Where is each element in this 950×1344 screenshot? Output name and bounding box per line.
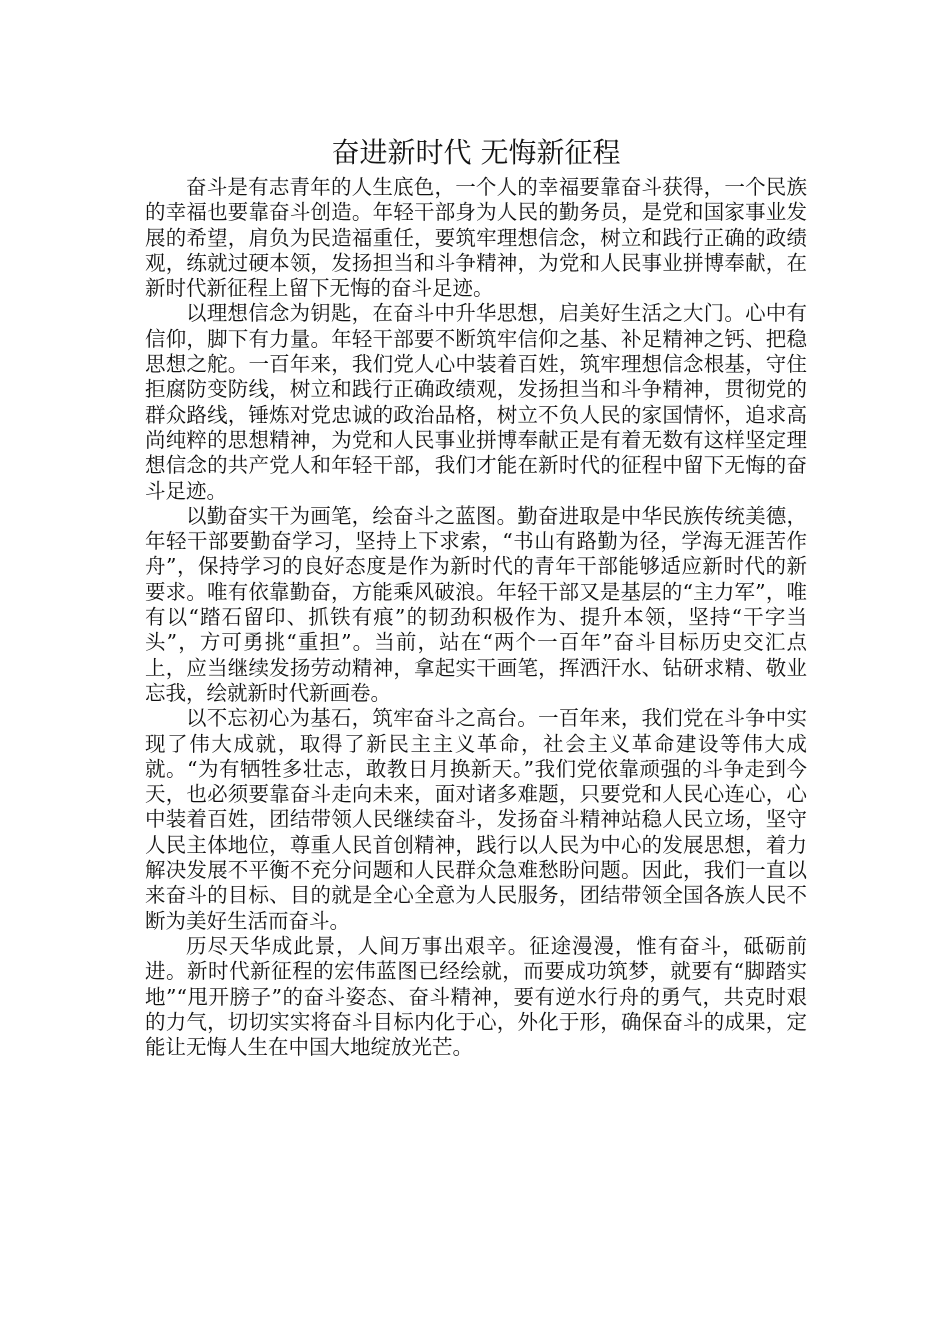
- document-title: 奋进新时代 无悔新征程: [331, 136, 621, 169]
- paragraph-4: 以不忘初心为基石，筑牢奋斗之高台。一百年来，我们党在斗争中实现了伟大成就，取得了新民主主义革命，社会主义革命建设等伟大成就。“为有牺牲多壮志，敢教日月换新天。”我们党依靠顽强的斗争走到今天，也必须要靠奋斗走向未来，面对诸多难题，只要党和人民心连心，心中装着百姓，团结带领人民继续奋斗，发扬奋斗精神站稳人民立场，坚守人民主体地位，尊重人民首创精神，践行以人民为中心的发展思想，着力解决发展不平衡不充分问题和人民群众急难愁盼问题。因此，我们一直以来奋斗的目标、目的就是全心全意为人民服务，团结带领全国各族人民不断为美好生活而奋斗。: [145, 706, 807, 933]
- document-body: [145, 133, 807, 1060]
- paragraph-3: 以勤奋实干为画笔，绘奋斗之蓝图。勤奋进取是中华民族传统美德，年轻干部要勤奋学习，坚持上下求索，“书山有路勤为径，学海无涯苦作舟”，保持学习的良好态度是作为新时代的青年干部能够适应新时代的新要求。唯有依靠勤奋，方能乘风破浪。年轻干部又是基层的“主力军”，唯有以“踏石留印、抓铁有痕”的韧劲积极作为、提升本领，坚持“干字当头”，方可勇挑“重担”。当前，站在“两个一百年”奋斗目标历史交汇点上，应当继续发扬劳动精神，拿起实干画笔，挥洒汗水、钻研求精、敬业忘我，绘就新时代新画卷。: [145, 503, 807, 705]
- paragraph-1: 奋斗是有志青年的人生底色，一个人的幸福要靠奋斗获得，一个民族的幸福也要靠奋斗创造。年轻干部身为人民的勤务员，是党和国家事业发展的希望，肩负为民造福重任，要筑牢理想信念，树立和践行正确的政绩观，练就过硬本领，发扬担当和斗争精神，为党和人民事业拼博奉献，在新时代新征程上留下无悔的奋斗足迹。: [145, 175, 807, 301]
- paragraph-2: 以理想信念为钥匙，在奋斗中升华思想，启美好生活之大门。心中有信仰，脚下有力量。年轻干部要不断筑牢信仰之基、补足精神之钙、把稳思想之舵。一百年来，我们党人心中装着百姓，筑牢理想信念根基，守住拒腐防变防线，树立和践行正确政绩观，发扬担当和斗争精神，贯彻党的群众路线，锤炼对党忠诚的政治品格，树立不负人民的家国情怀，追求高尚纯粹的思想精神，为党和人民事业拼博奉献正是有着无数有这样坚定理想信念的共产党人和年轻干部，我们才能在新时代的征程中留下无悔的奋斗足迹。: [145, 301, 807, 503]
- paragraph-5: 历尽天华成此景，人间万事出艰辛。征途漫漫，惟有奋斗，砥砺前进。新时代新征程的宏伟蓝图已经绘就，而要成功筑梦，就要有“脚踏实地”“甩开膀子”的奋斗姿态、奋斗精神，要有逆水行舟的勇气，共克时艰的力气，切切实实将奋斗目标内化于心，外化于形，确保奋斗的成果，定能让无悔人生在中国大地绽放光芒。: [145, 933, 807, 1060]
